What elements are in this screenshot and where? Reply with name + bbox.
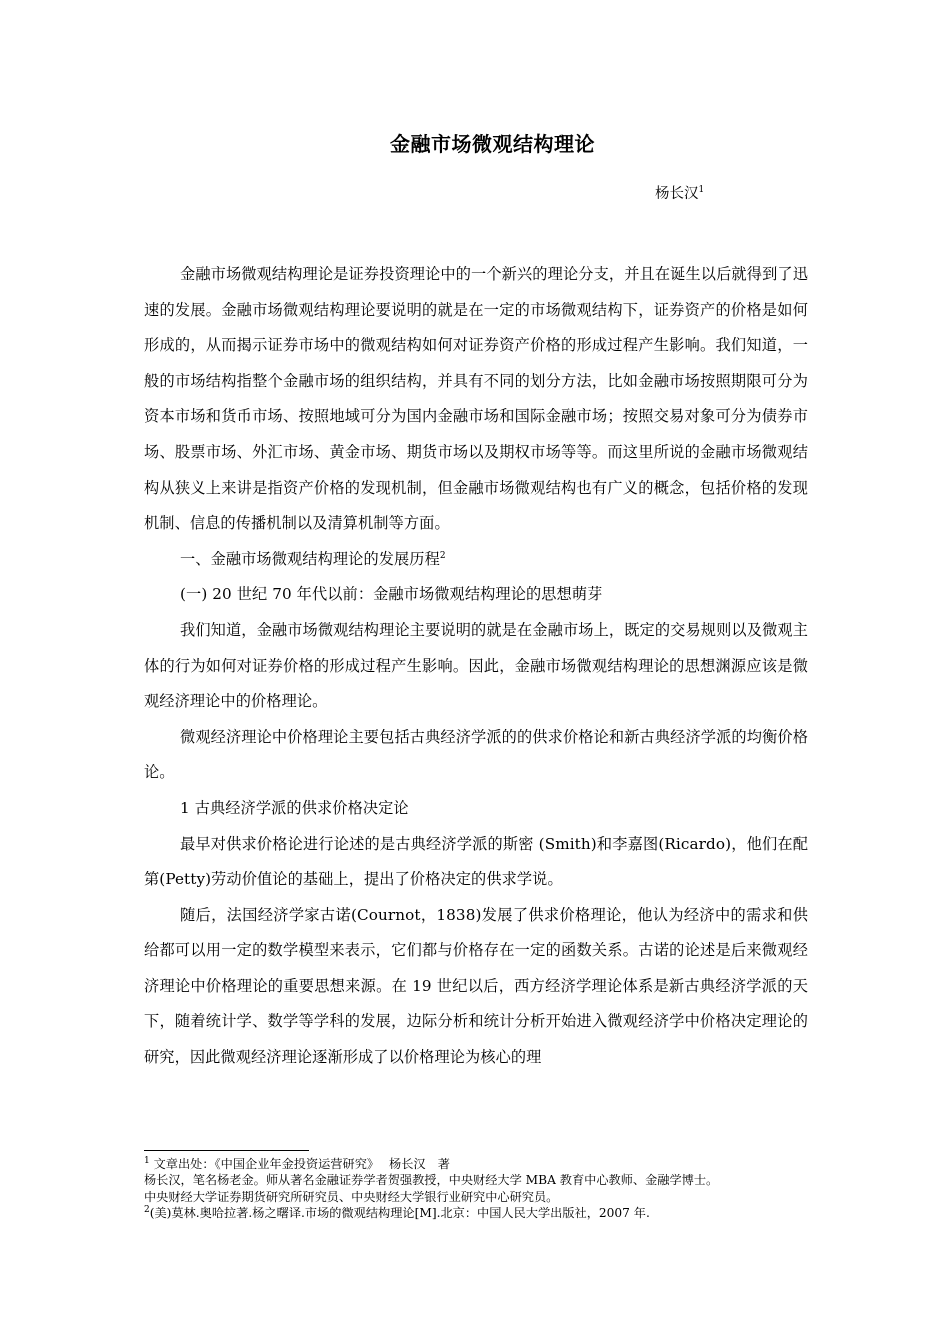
author-footnote-mark[interactable]: 1 <box>698 185 705 196</box>
footnote-separator <box>144 1150 309 1151</box>
paragraph-price-theory-content: 微观经济理论中价格理论主要包括古典经济学派的的供求价格论和新古典经济学派的均衡价格论。 <box>144 727 808 782</box>
section-heading-text: 一、金融市场微观结构理论的发展历程 <box>180 549 440 568</box>
document-title: 金融市场微观结构理论 <box>390 132 595 156</box>
section-heading-1 <box>144 542 808 578</box>
subsection-heading-1: (一) 20 世纪 70 年代以前：金融市场微观结构理论的思想萌芽 <box>180 585 603 604</box>
footnote-2-mark: 2 <box>144 1205 150 1216</box>
footnote-1-line-1 <box>144 1156 824 1172</box>
footnote-1-line-2: 杨长汉，笔名杨老金。师从著名金融证券学者贺强教授，中央财经大学 MBA 教育中心教师、金融学博士。 <box>144 1173 719 1188</box>
paragraph-price-theory-origin: 我们知道，金融市场微观结构理论主要说明的就是在金融市场上，既定的交易规则以及微观主体的行为如何对证券价格的形成过程产生影响。因此，金融市场微观结构理论的思想渊源应该是微观经济理论中的价格理论。 <box>144 620 808 711</box>
footnote-2-line-1 <box>144 1205 824 1221</box>
paragraph-smith-ricardo: 最早对供求价格论进行论述的是古典经济学派的斯密 (Smith)和李嘉图(Ricardo)，他们在配第(Petty)劳动价值论的基础上，提出了价格决定的供求学说。 <box>144 834 808 889</box>
subheading-classical-school: 1 古典经济学派的供求价格决定论 <box>180 798 409 817</box>
footnote-1-text: 文章出处：《中国企业年金投资运营研究》 杨长汉 著 <box>153 1157 450 1171</box>
author-line <box>655 182 704 203</box>
heading-footnote-mark[interactable]: 2 <box>439 550 446 561</box>
author-name: 杨长汉 <box>655 186 699 202</box>
footnote-1-mark: 1 <box>144 1155 150 1166</box>
paragraph-cournot: 随后，法国经济学家古诺(Cournot，1838)发展了供求价格理论，他认为经济中的需求和供给都可以用一定的数学模型来表示，它们都与价格存在一定的函数关系。古诺的论述是后来微观经济理论中价格理论的重要思想来源。在 19 世纪以后，西方经济学理论体系是新古典经济学派的天下，随着统计学、数学等学科的发展，边际分析和统计分析开始进入微观经济学中价格决定理论的研究，因此微观经济理论逐渐形成了以价格理论为核心的理 <box>144 905 808 1067</box>
footnotes <box>144 1156 824 1222</box>
footnote-1-line-3: 中央财经大学证券期货研究所研究员、中央财经大学银行业研究中心研究员。 <box>144 1189 559 1204</box>
footnote-2-text: (美)莫林.奥哈拉著.杨之曙译.市场的微观结构理论[M].北京：中国人民大学出版社，2007 年. <box>149 1206 650 1221</box>
paragraph-intro: 金融市场微观结构理论是证券投资理论中的一个新兴的理论分支，并且在诞生以后就得到了迅速的发展。金融市场微观结构理论要说明的就是在一定的市场微观结构下，证券资产的价格是如何形成的，从而揭示证券市场中的微观结构如何对证券资产价格的形成过程产生影响。我们知道，一般的市场结构指整个金融市场的组织结构，并具有不同的划分方法，比如金融市场按照期限可分为资本市场和货币市场、按照地域可分为国内金融市场和国际金融市场；按照交易对象可分为债券市场、股票市场、外汇市场、黄金市场、期货市场以及期权市场等等。而这里所说的金融市场微观结构从狭义上来讲是指资产价格的发现机制，但金融市场微观结构也有广义的概念，包括价格的发现机制、信息的传播机制以及清算机制等方面。 <box>144 265 808 533</box>
body-text <box>144 257 808 1076</box>
